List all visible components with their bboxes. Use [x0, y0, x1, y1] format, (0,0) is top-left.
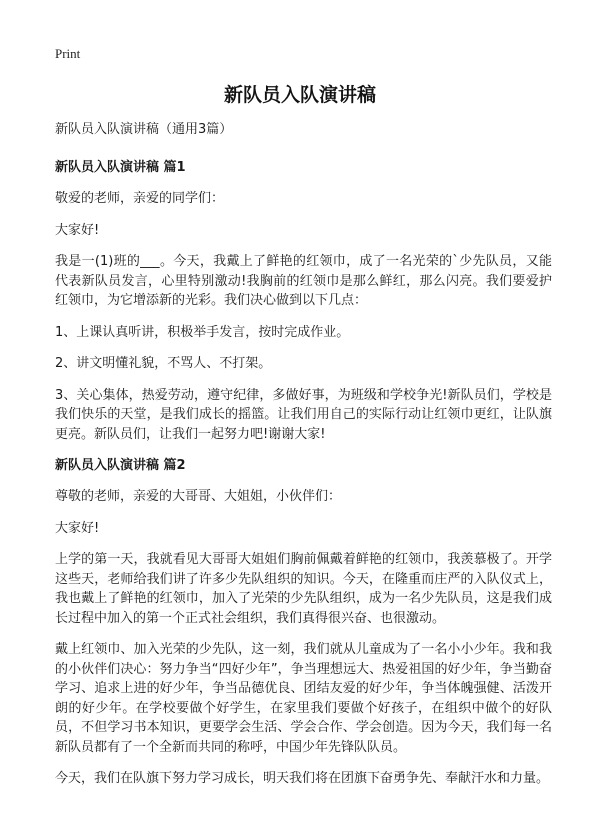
- section-1: [55, 158, 552, 444]
- paragraph: 今天，我们在队旗下努力学习成长，明天我们将在团旗下奋勇争先、奉献汗水和力量。: [55, 771, 550, 786]
- paragraph: 敬爱的老师，亲爱的同学们：: [55, 191, 225, 206]
- document-body: [55, 120, 552, 801]
- document-subtitle: 新队员入队演讲稿（通用3篇）: [55, 122, 233, 137]
- section-heading: 新队员入队演讲稿 篇1: [55, 160, 186, 175]
- paragraph: 3、关心集体，热爱劳动，遵守纪律，多做好事，为班级和学校争光!新队员们，学校是我们快乐的天堂，是我们成长的摇篮。让我们用自己的实际行动让红领巾更红，让队旗更亮。新队员们，让我们一起努力吧!谢谢大家!: [55, 387, 552, 442]
- section-heading: 新队员入队演讲稿 篇2: [55, 458, 186, 473]
- paragraph: 2、讲文明懂礼貌，不骂人、不打架。: [55, 356, 272, 371]
- paragraph: 戴上红领巾、加入光荣的少先队，这一刻，我们就从儿童成为了一名小小少年。我和我的小伙伴们决心：努力争当“四好少年”，争当理想远大、热爱祖国的好少年，争当勤奋学习、追求上进的好少年，争当品德优良、团结友爱的好少年，争当体魄强健、活泼开朗的好少年。在学校要做个好学生，在家里我们要做个好孩子，在组织中做个的好队员，不但学习书本知识，更要学会生活、学会合作、学会创造。因为今天，我们每一名新队员都有了一个全新而共同的称呼，中国少年先锋队队员。: [55, 642, 552, 755]
- paragraph: 上学的第一天，我就看见大哥哥大姐姐们胸前佩戴着鲜艳的红领巾，我羡慕极了。开学这些天，老师给我们讲了许多少先队组织的知识。今天，在隆重而庄严的入队仪式上，我也戴上了鲜艳的红领巾，加入了光荣的少先队组织，成为一名少先队员，这是我们成长过程中加入的第一个正式社会组织，我们真得很兴奋、也很激动。: [55, 552, 552, 626]
- print-label: Print: [55, 46, 81, 61]
- section-2: [55, 456, 552, 789]
- paragraph: 我是一(1)班的___。今天，我戴上了鲜艳的红领巾，成了一名光荣的`少先队员，又能代表新队员发言，心里特别激动!我胸前的红领巾是那么鲜红，那么闪亮。我们要爱护红领巾，为它增添新的光彩。我们决心做到以下几点：: [55, 254, 552, 308]
- paragraph: 大家好!: [55, 222, 100, 238]
- paragraph: 尊敬的老师，亲爱的大哥哥、大姐姐，小伙伴们：: [55, 489, 342, 504]
- paragraph: 1、上课认真听讲，积极举手发言，按时完成作业。: [55, 324, 350, 340]
- page-title: 新队员入队演讲稿: [223, 84, 376, 106]
- paragraph: 大家好!: [55, 520, 100, 536]
